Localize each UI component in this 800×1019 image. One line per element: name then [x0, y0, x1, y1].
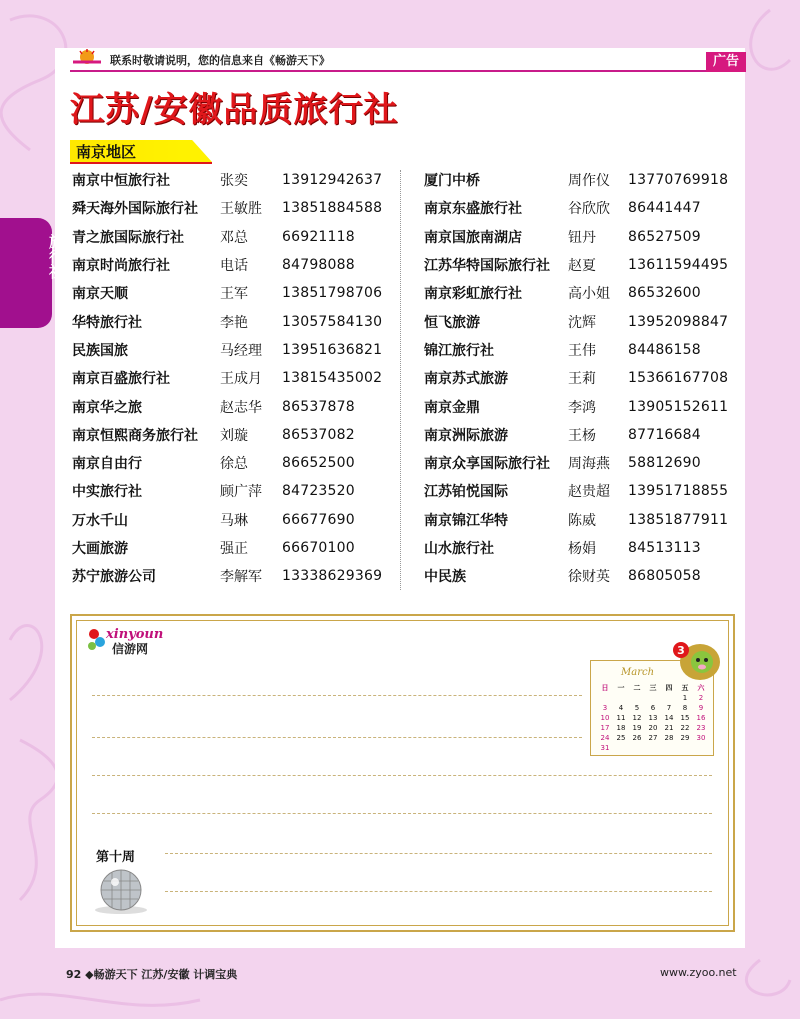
- region-underline: [70, 162, 212, 164]
- listing-phone: 15366167708: [628, 370, 729, 387]
- listing-phone: 13338629369: [282, 568, 383, 585]
- listing-name: 南京彩虹旅行社: [424, 286, 522, 303]
- listing-contact: 李艳: [220, 314, 248, 331]
- listing-name: 南京洲际旅游: [424, 427, 508, 444]
- calendar-day: 27: [648, 734, 658, 742]
- listing-contact: 赵志华: [220, 399, 262, 416]
- calendar-day: 7: [666, 704, 672, 712]
- listing-row: [424, 307, 728, 335]
- calendar-day: [661, 693, 677, 703]
- calendar-day: 13: [648, 714, 658, 722]
- listing-phone: 13905152611: [628, 398, 729, 415]
- memo-line: [92, 813, 712, 814]
- listing-name: 中实旅行社: [72, 484, 142, 501]
- listing-row: [72, 336, 382, 364]
- calendar-day: 24: [600, 734, 610, 742]
- calendar-badge-number: 3: [677, 644, 685, 657]
- calendar-day: 28: [664, 734, 674, 742]
- calendar-day: 20: [648, 724, 658, 732]
- calendar-day: 1: [682, 694, 688, 702]
- column-divider: [400, 170, 401, 590]
- side-tab: [0, 218, 65, 328]
- listing-row: [424, 449, 728, 477]
- listing-name: 南京恒熙商务旅行社: [72, 427, 198, 444]
- calendar-weekday: 五: [681, 684, 689, 692]
- listing-phone: 13611594495: [628, 257, 729, 274]
- listing-name: 南京众享国际旅行社: [424, 456, 550, 473]
- brand-logo-text: xinyoun: [106, 627, 164, 642]
- listing-row: [424, 534, 728, 562]
- listing-row: [424, 392, 728, 420]
- listing-contact: 王成月: [220, 371, 262, 388]
- calendar-day: 5: [634, 704, 640, 712]
- calendar-day: 9: [698, 704, 704, 712]
- calendar-day: 6: [650, 704, 656, 712]
- calendar-day: 10: [600, 714, 610, 722]
- calendar-day: 2: [698, 694, 704, 702]
- memo-line: [92, 775, 712, 776]
- listing-row: [424, 336, 728, 364]
- listing-row: [424, 364, 728, 392]
- calendar-day: 23: [696, 724, 706, 732]
- calendar-weekday: 一: [617, 684, 625, 692]
- listing-name: 江苏华特国际旅行社: [424, 258, 550, 275]
- calendar-day: [613, 693, 629, 703]
- listing-phone: 13851884588: [282, 200, 383, 217]
- listing-name: 青之旅国际旅行社: [72, 229, 184, 246]
- listing-contact: 王敏胜: [220, 201, 262, 218]
- calendar-weekday: 四: [665, 684, 673, 692]
- calendar-day: 31: [600, 744, 610, 752]
- listing-name: 南京天顺: [72, 286, 128, 303]
- region-label: 南京地区: [76, 143, 137, 161]
- listing-contact: 周作仪: [568, 173, 610, 190]
- listing-contact: 邓总: [220, 229, 248, 246]
- calendar-day: [629, 693, 645, 703]
- brand-name: 信游网: [112, 642, 149, 656]
- footer-page-info: 92 ◆畅游天下 江苏/安徽 计调宝典: [66, 968, 238, 981]
- disco-ball-icon: [90, 864, 152, 914]
- listing-phone: 13770769918: [628, 172, 729, 189]
- calendar-day: 30: [696, 734, 706, 742]
- calendar-month: March: [621, 667, 655, 678]
- listing-row: [72, 392, 382, 420]
- footer-website: www.zyoo.net: [660, 966, 737, 979]
- listing-contact: 刘璇: [220, 427, 248, 444]
- listing-row: [72, 364, 382, 392]
- listing-row: [424, 421, 728, 449]
- listing-name: 山水旅行社: [424, 541, 494, 557]
- listing-row: [72, 421, 382, 449]
- listing-phone: 86805058: [628, 568, 701, 585]
- listing-phone: 13912942637: [282, 172, 383, 189]
- listing-row: [72, 562, 382, 590]
- listing-contact: 周海燕: [568, 456, 610, 473]
- listing-row: [424, 477, 728, 505]
- listing-row: [72, 506, 382, 534]
- listing-name: 恒飞旅游: [424, 314, 480, 331]
- listing-name: 民族国旅: [72, 342, 128, 359]
- listing-phone: 86537082: [282, 426, 355, 443]
- calendar-day: 29: [680, 734, 690, 742]
- listing-name: 大画旅游: [72, 541, 128, 557]
- listing-contact: 王伟: [568, 342, 596, 359]
- listing-name: 南京百盛旅行社: [72, 371, 170, 388]
- listing-phone: 86441447: [628, 200, 701, 217]
- listing-name: 舜天海外国际旅行社: [72, 201, 198, 218]
- listing-phone: 84513113: [628, 540, 701, 556]
- listing-row: [424, 251, 728, 279]
- listing-contact: 赵夏: [568, 258, 596, 275]
- listing-name: 南京自由行: [72, 456, 142, 473]
- listing-contact: 马经理: [220, 342, 262, 359]
- listing-contact: 高小姐: [568, 286, 610, 303]
- calendar-weekday: 日: [601, 684, 609, 692]
- listing-row: [424, 562, 728, 590]
- calendar-grid: [597, 683, 709, 753]
- listing-name: 厦门中桥: [424, 173, 480, 190]
- calendar-badge-icon: [672, 640, 722, 684]
- listing-phone: 66921118: [282, 228, 355, 245]
- listing-contact: 王军: [220, 286, 248, 303]
- listing-row: [424, 506, 728, 534]
- listing-phone: 13815435002: [282, 370, 383, 387]
- listing-name: 南京华之旅: [72, 399, 142, 416]
- listing-phone: 84486158: [628, 341, 701, 358]
- listing-phone: 13057584130: [282, 313, 383, 330]
- listing-contact: 张奕: [220, 173, 248, 190]
- listing-contact: 谷欣欣: [568, 201, 610, 218]
- memo-line: [165, 891, 712, 892]
- listing-row: [72, 166, 382, 194]
- listing-phone: 66670100: [282, 540, 355, 556]
- listing-contact: 李解军: [220, 569, 262, 586]
- calendar-day: 18: [616, 724, 626, 732]
- listing-row: [72, 449, 382, 477]
- listing-name: 万水千山: [72, 512, 128, 529]
- memo-line: [92, 737, 582, 738]
- listing-contact: 杨娟: [568, 541, 596, 557]
- calendar-day: 14: [664, 714, 674, 722]
- listing-column-right: [424, 166, 728, 590]
- calendar-day: 22: [680, 724, 690, 732]
- listing-name: 南京东盛旅行社: [424, 201, 522, 218]
- calendar-day: [597, 693, 613, 703]
- listing-name: 中民族: [424, 569, 466, 586]
- listing-contact: 马琳: [220, 512, 248, 529]
- listing-column-left: [72, 166, 382, 590]
- listing-name: 南京时尚旅行社: [72, 258, 170, 275]
- listing-row: [72, 194, 382, 222]
- listing-contact: 赵贵超: [568, 484, 610, 501]
- listing-phone: 13951718855: [628, 483, 729, 500]
- listing-row: [72, 534, 382, 562]
- listing-phone: 86652500: [282, 455, 355, 472]
- listing-contact: 强正: [220, 541, 248, 557]
- calendar-day: 4: [618, 704, 624, 712]
- week-label: 第十周: [96, 850, 136, 865]
- listing-name: 苏宁旅游公司: [72, 569, 156, 586]
- listing-phone: 87716684: [628, 426, 701, 443]
- listing-row: [424, 194, 728, 222]
- header-notice: 联系时敬请说明，您的信息来自《畅游天下》: [110, 54, 330, 67]
- listing-phone: 66677690: [282, 511, 355, 528]
- listing-contact: 钮丹: [568, 229, 596, 246]
- listing-phone: 84798088: [282, 257, 355, 274]
- listing-row: [72, 223, 382, 251]
- listing-row: [72, 279, 382, 307]
- calendar-weekday: 三: [649, 684, 657, 692]
- calendar-day: 15: [680, 714, 690, 722]
- calendar-day: [645, 693, 661, 703]
- calendar-day: 26: [632, 734, 642, 742]
- ad-tag: 广告: [706, 52, 746, 72]
- listing-contact: 电话: [220, 258, 248, 275]
- listing-phone: 58812690: [628, 455, 701, 472]
- listing-row: [72, 251, 382, 279]
- listing-contact: 王杨: [568, 427, 596, 444]
- listing-phone: 13851798706: [282, 285, 383, 302]
- calendar-day: 25: [616, 734, 626, 742]
- listing-contact: 沈辉: [568, 314, 596, 331]
- calendar-weekday: 六: [697, 684, 705, 692]
- publication-logo-icon: [70, 48, 104, 68]
- listing-contact: 李鸿: [568, 399, 596, 416]
- listing-contact: 顾广萍: [220, 484, 262, 501]
- listing-name: 南京国旅南湖店: [424, 229, 522, 246]
- page-title: 江苏/安徽品质旅行社: [70, 90, 399, 130]
- listing-name: 南京苏式旅游: [424, 371, 508, 388]
- calendar-day: 16: [696, 714, 706, 722]
- listing-phone: 13952098847: [628, 313, 729, 330]
- calendar-day: 8: [682, 704, 688, 712]
- listing-name: 南京金鼎: [424, 399, 480, 416]
- side-tab-label: 旅行社: [47, 234, 65, 279]
- listing-name: 南京中恒旅行社: [72, 173, 170, 190]
- listing-name: 江苏铂悦国际: [424, 484, 508, 501]
- listing-row: [72, 477, 382, 505]
- listing-phone: 86527509: [628, 228, 701, 245]
- listing-contact: 徐总: [220, 456, 248, 473]
- listing-name: 南京锦江华特: [424, 512, 508, 529]
- listing-contact: 王莉: [568, 371, 596, 388]
- memo-line: [165, 853, 712, 854]
- listing-phone: 84723520: [282, 483, 355, 500]
- calendar-day: 12: [632, 714, 642, 722]
- listing-row: [424, 279, 728, 307]
- listing-phone: 86532600: [628, 285, 701, 302]
- listing-contact: 陈威: [568, 512, 596, 529]
- listing-phone: 86537878: [282, 398, 355, 415]
- calendar-day: 21: [664, 724, 674, 732]
- memo-line: [92, 695, 582, 696]
- listing-contact: 徐财英: [568, 569, 610, 586]
- listing-name: 华特旅行社: [72, 314, 142, 331]
- calendar-weekday: 二: [633, 684, 641, 692]
- listing-phone: 13851877911: [628, 511, 729, 528]
- listing-row: [72, 307, 382, 335]
- calendar-day: 19: [632, 724, 642, 732]
- listing-phone: 13951636821: [282, 341, 383, 358]
- calendar-day: 11: [616, 714, 626, 722]
- listing-name: 锦江旅行社: [424, 342, 494, 359]
- calendar-day: 17: [600, 724, 610, 732]
- listing-row: [424, 166, 728, 194]
- listing-row: [424, 223, 728, 251]
- calendar-day: 3: [602, 704, 608, 712]
